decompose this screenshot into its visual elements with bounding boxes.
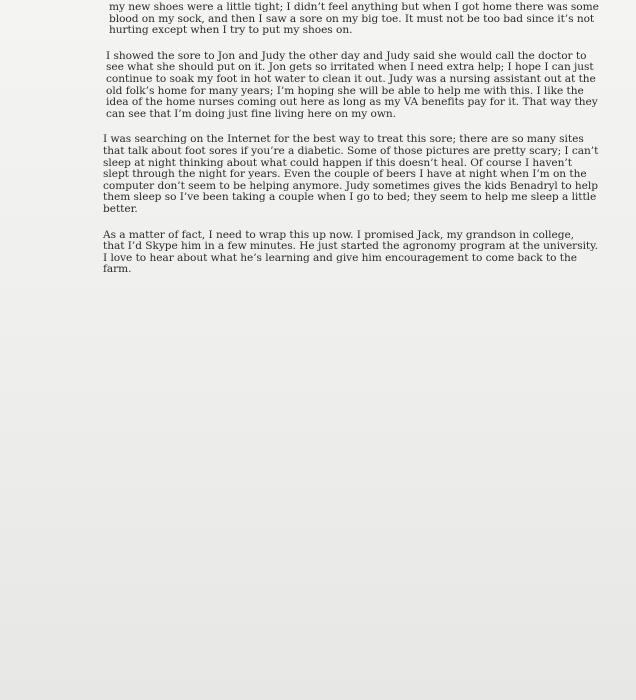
paragraph-line: them sleep so I’ve been taking a couple when I go to bed; they seem to help me sleep a little bbox=[103, 191, 597, 204]
paragraph-line: I love to hear about what he’s learning and give him encouragement to come back to the bbox=[103, 251, 578, 264]
paragraph-line: that talk about foot sores if you’re a diabetic. Some of those pictures are pretty scary; I can’t bbox=[103, 144, 599, 157]
paragraph-line: As a matter of fact, I need to wrap this up now. I promised Jack, my grandson in college, bbox=[103, 228, 574, 241]
paragraph-line: sleep at night thinking about what could happen if this doesn’t heal. Of course I haven’t bbox=[103, 156, 572, 169]
paragraph-2 bbox=[106, 49, 598, 121]
paragraph-line: my new shoes were a little tight; I didn’t feel anything but when I got home there was some bbox=[109, 1, 599, 13]
paragraph-line: I showed the sore to Jon and Judy the other day and Judy said she would call the doctor to bbox=[106, 49, 587, 62]
paragraph-4 bbox=[103, 228, 598, 276]
paragraph-line: hurting except when I try to put my shoes on. bbox=[109, 24, 353, 37]
paragraph-line: continue to soak my foot in hot water to clean it out. Judy was a nursing assistant out at the bbox=[106, 72, 596, 85]
paragraph-line: that I’d Skype him in a few minutes. He just started the agronomy program at the university. bbox=[103, 240, 598, 253]
paragraph-line: slept through the night for years. Even the couple of beers I have at night when I’m on the bbox=[103, 168, 587, 181]
paragraph-line: computer don’t seem to be helping anymore. Judy sometimes gives the kids Benadryl to help bbox=[103, 179, 598, 192]
paragraph-line: farm. bbox=[103, 263, 132, 276]
paragraph-line: old folk’s home for many years; I’m hoping she will be able to help me with this. I like the bbox=[106, 84, 584, 97]
document-body bbox=[103, 1, 599, 290]
paragraph-line: can see that I’m doing just fine living here on my own. bbox=[106, 107, 396, 120]
paragraph-line: I was searching on the Internet for the best way to treat this sore; there are so many sites bbox=[103, 133, 584, 146]
paragraph-line: see what she should put on it. Jon gets so irritated when I need extra help; I hope I can just bbox=[106, 61, 594, 74]
paragraph-3 bbox=[103, 133, 599, 215]
paragraph-line: blood on my sock, and then I saw a sore on my big toe. It must not be too bad since it’s not bbox=[109, 12, 595, 25]
paragraph-line: better. bbox=[103, 202, 138, 215]
paragraph-1 bbox=[109, 1, 599, 37]
paragraph-line: idea of the home nurses coming out here as long as my VA benefits pay for it. That way they bbox=[106, 96, 598, 109]
